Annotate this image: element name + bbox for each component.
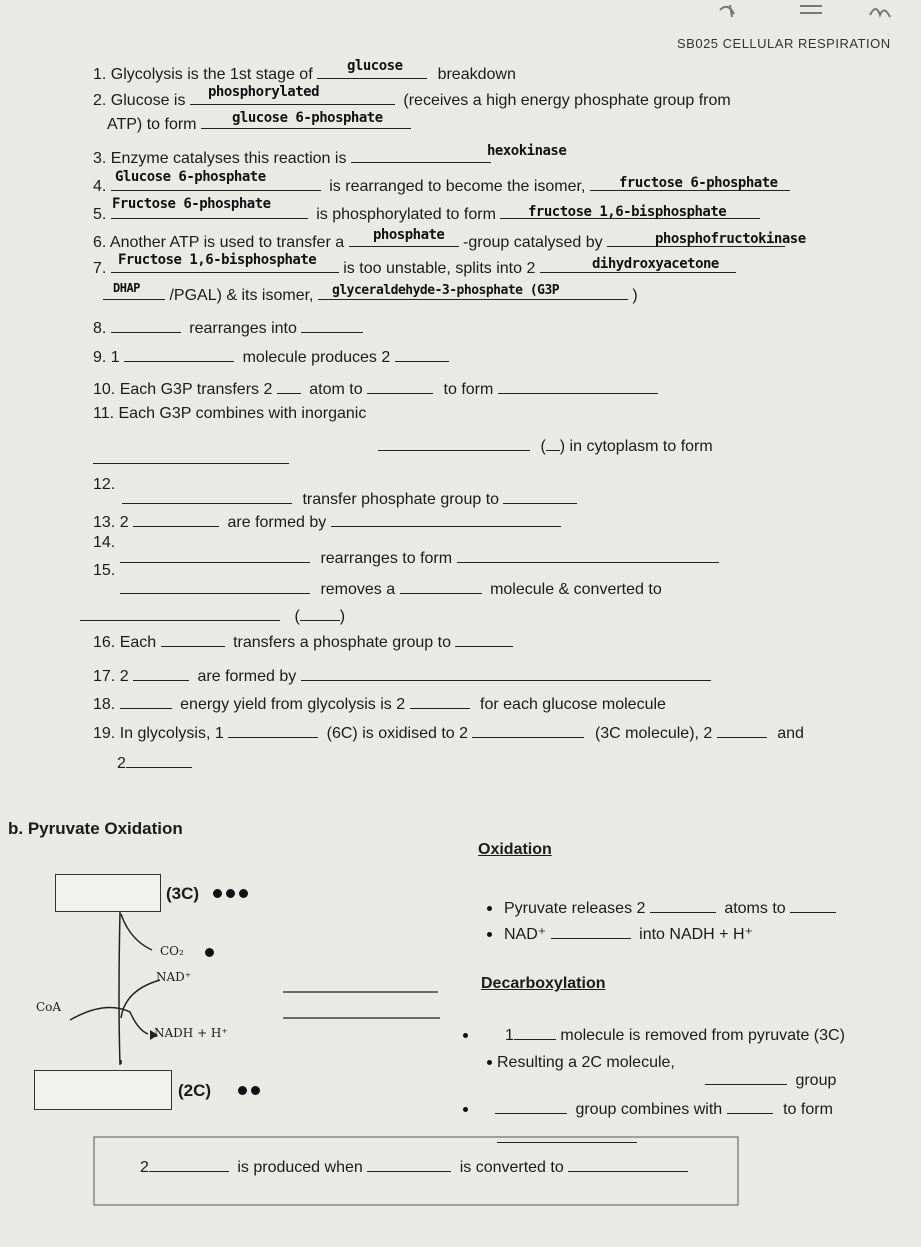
dc1-blank[interactable] — [514, 1023, 556, 1040]
summary-text-c: is converted to — [459, 1159, 564, 1176]
section-title: b. Pyruvate Oxidation — [8, 819, 183, 838]
ox1-text-b: atoms to — [724, 900, 786, 917]
summary-blank-3[interactable] — [568, 1155, 688, 1172]
dc1-text-a: 1 — [505, 1027, 514, 1044]
summary-text-b: is produced when — [237, 1159, 363, 1176]
q5-answer-2: fructose 1,6-bisphosphate — [528, 204, 727, 220]
decarb-item-2 — [497, 1054, 675, 1072]
ox1-blank-2[interactable] — [790, 896, 836, 913]
q2-text-c: ATP) to form — [107, 116, 197, 133]
q12-text-b: transfer phosphate group to — [302, 491, 500, 508]
q14-text-b: rearranges to form — [320, 550, 453, 567]
dc3-blank[interactable] — [495, 1097, 567, 1114]
q12-text-a: 12. — [93, 476, 116, 493]
carbon-dot — [205, 948, 214, 957]
q7-answer-3: DHAP — [113, 281, 140, 295]
q16-text-b: transfers a phosphate group to — [233, 634, 451, 651]
acetyl-carbon-label: (2C) — [178, 1081, 212, 1100]
q9-text-a: 9. 1 — [93, 349, 120, 366]
decarb-item-3 — [495, 1097, 833, 1119]
worksheet-header: SB025 CELLULAR RESPIRATION — [677, 36, 891, 51]
summary-blank[interactable] — [149, 1155, 229, 1172]
decarb-item-2-cont — [705, 1068, 836, 1090]
q10-text-b: atom to — [309, 381, 363, 398]
summary-text-a: 2 — [140, 1159, 149, 1176]
oxidation-item-1 — [504, 896, 836, 918]
ox2-blank[interactable] — [551, 922, 631, 939]
q6-text-a: 6. Another ATP is used to transfer a — [93, 234, 345, 251]
dc3-text-b: to form — [783, 1101, 833, 1118]
q6-answer: phosphate — [373, 227, 445, 243]
q3-text-a: 3. Enzyme catalyses this reaction is — [93, 150, 347, 167]
q3-answer: hexokinase — [487, 143, 567, 159]
decarboxylation-heading: Decarboxylation — [481, 975, 606, 992]
dc2-text-b: group — [795, 1072, 837, 1089]
bullet-icon — [487, 1060, 492, 1065]
q8-text-b: rearranges into — [189, 320, 297, 337]
oxidation-item-2 — [504, 922, 753, 944]
q11-text-b: ( — [540, 438, 546, 455]
co2-label: CO₂ — [160, 944, 184, 958]
acetyl-box[interactable] — [34, 1070, 172, 1110]
dc3-blank-2[interactable] — [727, 1097, 773, 1114]
q4-answer: Glucose 6-phosphate — [115, 169, 266, 185]
bullet-icon — [487, 932, 492, 937]
q5-text-b: is phosphorylated to form — [316, 206, 496, 223]
q9-text-b: molecule produces 2 — [242, 349, 391, 366]
coa-label: CoA — [36, 1000, 62, 1014]
q11-text-c: ) in cytoplasm to form — [559, 438, 713, 455]
q1-text-b: breakdown — [437, 66, 516, 83]
q8-text-a: 8. — [93, 320, 107, 337]
decarb-item-1 — [505, 1023, 845, 1045]
q17-text-a: 17. 2 — [93, 668, 129, 685]
bullet-icon — [463, 1033, 468, 1038]
q6-text-b: -group catalysed by — [463, 234, 603, 251]
q7-text-b: is too unstable, splits into 2 — [343, 260, 536, 277]
q2-text-a: 2. Glucose is — [93, 92, 186, 109]
oxidation-heading: Oxidation — [478, 841, 552, 858]
q10-text-a: 10. Each G3P transfers 2 — [93, 381, 273, 398]
q6-answer-2: phosphofructokinase — [655, 231, 806, 247]
q11-text-a: 11. Each G3P combines with inorganic — [93, 405, 367, 422]
q19-text-d: and — [777, 725, 804, 742]
q13-text-b: are formed by — [227, 514, 327, 531]
dc2-blank[interactable] — [705, 1068, 787, 1085]
q18-text-a: 18. — [93, 696, 116, 713]
carbon-dot — [251, 1086, 260, 1095]
nadh-label: NADH + H⁺ — [154, 1026, 228, 1040]
q7-answer-2: dihydroxyacetone — [592, 256, 719, 272]
carbon-dot — [238, 1086, 247, 1095]
q4-text-a: 4. — [93, 178, 107, 195]
q7-text-c: /PGAL) & its isomer, — [169, 287, 314, 304]
q19-text-c: (3C molecule), 2 — [594, 725, 713, 742]
ox1-blank[interactable] — [650, 896, 716, 913]
q4-answer-2: fructose 6-phosphate — [619, 175, 778, 191]
q15-text-e: ) — [339, 608, 346, 625]
q2-answer: phosphorylated — [208, 84, 320, 100]
q7-answer-4: glyceraldehyde-3-phosphate (G3P — [332, 283, 560, 298]
decarb-item-3-cont — [497, 1126, 637, 1148]
pyruvate-carbon-label: (3C) — [166, 884, 200, 903]
summary-line — [140, 1155, 688, 1177]
q15-text-d: ( — [294, 608, 300, 625]
q19-text-a: 19. In glycolysis, 1 — [93, 725, 224, 742]
summary-blank-2[interactable] — [367, 1155, 451, 1172]
dc3-text-a: group combines with — [575, 1101, 723, 1118]
q10-text-c: to form — [443, 381, 494, 398]
bullet-icon — [463, 1107, 468, 1112]
q2-answer-2: glucose 6-phosphate — [232, 110, 383, 126]
q7-text-a: 7. — [93, 260, 107, 277]
q19-text-b: (6C) is oxidised to 2 — [326, 725, 469, 742]
q19-text-e: 2 — [117, 755, 126, 772]
dc3-blank-3[interactable] — [497, 1126, 637, 1143]
q7-answer: Fructose 1,6-bisphosphate — [118, 252, 317, 268]
q1-answer: glucose — [347, 58, 403, 74]
dc2-text-a: Resulting a 2C molecule, — [497, 1054, 675, 1071]
ox2-text-a: NAD⁺ — [504, 926, 547, 943]
q7-text-d: ) — [632, 287, 638, 304]
q15-text-b: removes a — [320, 581, 396, 598]
q15-text-c: molecule & converted to — [490, 581, 662, 598]
nad-label: NAD⁺ — [156, 970, 192, 984]
ox1-text-a: Pyruvate releases 2 — [504, 900, 646, 917]
q5-answer: Fructose 6-phosphate — [112, 196, 271, 212]
q17-text-b: are formed by — [197, 668, 297, 685]
q18-text-b: energy yield from glycolysis is 2 — [180, 696, 406, 713]
q13-text-a: 13. 2 — [93, 514, 129, 531]
ox2-text-b: into NADH + H⁺ — [639, 926, 753, 943]
bullet-icon — [487, 906, 492, 911]
q18-text-c: for each glucose molecule — [480, 696, 666, 713]
q5-text-a: 5. — [93, 206, 107, 223]
dc1-text-b: molecule is removed from pyruvate (3C) — [560, 1027, 845, 1044]
q15-text-a: 15. — [93, 562, 116, 579]
q2-text-b: (receives a high energy phosphate group from — [403, 92, 731, 109]
q14-text-a: 14. — [93, 534, 116, 551]
q4-text-b: is rearranged to become the isomer, — [329, 178, 586, 195]
q1-text-a: 1. Glycolysis is the 1st stage of — [93, 66, 313, 83]
q16-text-a: 16. Each — [93, 634, 157, 651]
